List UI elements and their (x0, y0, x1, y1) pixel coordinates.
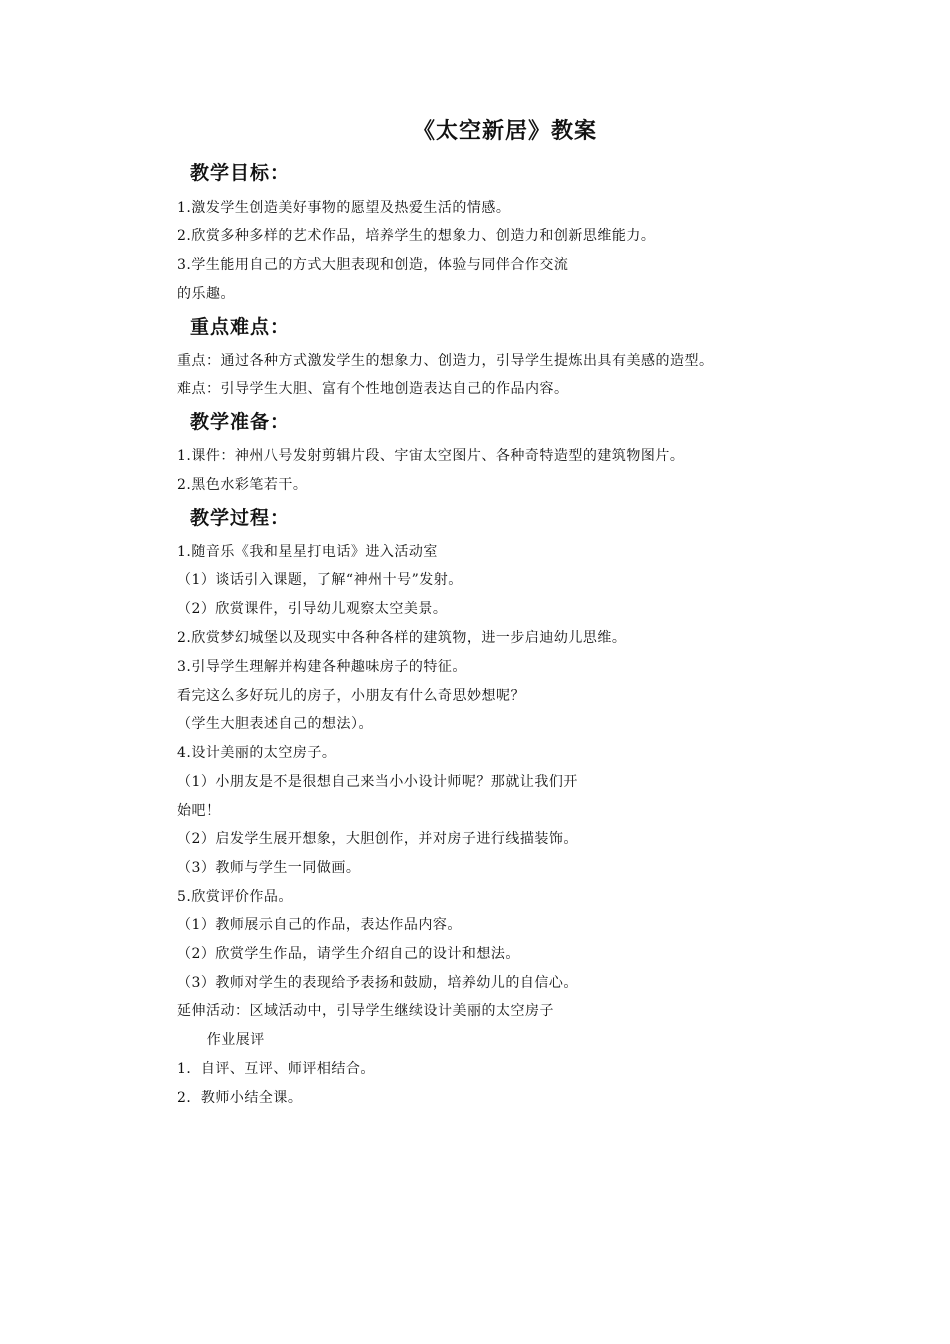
process-line: （2）欣赏课件，引导幼儿观察太空美景。 (177, 601, 448, 617)
process-line: （学生大胆表述自己的想法）。 (177, 716, 373, 732)
heading-key-points: 重点难点： (190, 316, 291, 338)
process-line: 3.引导学生理解并构建各种趣味房子的特征。 (177, 659, 467, 675)
process-line: （3）教师与学生一同做画。 (177, 860, 361, 876)
process-line: 始吧！ (177, 803, 221, 819)
process-line: 看完这么多好玩儿的房子，小朋友有什么奇思妙想呢？ (177, 688, 525, 704)
process-line: 1.随音乐《我和星星打电话》进入活动室 (177, 544, 438, 560)
goals-line: 的乐趣。 (177, 286, 235, 302)
goals-line: 1.激发学生创造美好事物的愿望及热爱生活的情感。 (177, 200, 511, 216)
process-line: 4.设计美丽的太空房子。 (177, 745, 337, 761)
preparation-line: 1.课件：神州八号发射剪辑片段、宇宙太空图片、各种奇特造型的建筑物图片。 (177, 448, 685, 464)
process-line: 2.欣赏梦幻城堡以及现实中各种各样的建筑物，进一步启迪幼儿思维。 (177, 630, 627, 646)
document-title: 《太空新居》教案 (412, 119, 597, 144)
heading-preparation: 教学准备： (190, 411, 291, 433)
key-points-line: 重点：通过各种方式激发学生的想象力、创造力，引导学生提炼出具有美感的造型。 (177, 353, 714, 369)
process-line: （3）教师对学生的表现给予表扬和鼓励，培养幼儿的自信心。 (177, 975, 578, 991)
goals-line: 3.学生能用自己的方式大胆表现和创造，体验与同伴合作交流 (177, 257, 569, 273)
process-line: 5.欣赏评价作品。 (177, 889, 293, 905)
process-line: （2）启发学生展开想象，大胆创作，并对房子进行线描装饰。 (177, 831, 578, 847)
heading-teaching-process: 教学过程： (190, 507, 291, 529)
process-line: 延伸活动：区域活动中，引导学生继续设计美丽的太空房子 (177, 1003, 554, 1019)
process-line: 作业展评 (177, 1032, 265, 1048)
key-points-line: 难点：引导学生大胆、富有个性地创造表达自己的作品内容。 (177, 381, 569, 397)
process-line: （2）欣赏学生作品，请学生介绍自己的设计和想法。 (177, 946, 520, 962)
process-line: 2．教师小结全课。 (177, 1090, 303, 1106)
process-line: （1）教师展示自己的作品，表达作品内容。 (177, 917, 462, 933)
process-line: 1．自评、互评、师评相结合。 (177, 1061, 375, 1077)
preparation-line: 2.黑色水彩笔若干。 (177, 477, 308, 493)
goals-line: 2.欣赏多种多样的艺术作品，培养学生的想象力、创造力和创新思维能力。 (177, 228, 656, 244)
heading-teaching-goals: 教学目标： (190, 162, 291, 184)
process-line: （1）谈话引入课题，了解“神州十号”发射。 (177, 572, 463, 588)
process-line: （1）小朋友是不是很想自己来当小小设计师呢？那就让我们开 (177, 774, 578, 790)
